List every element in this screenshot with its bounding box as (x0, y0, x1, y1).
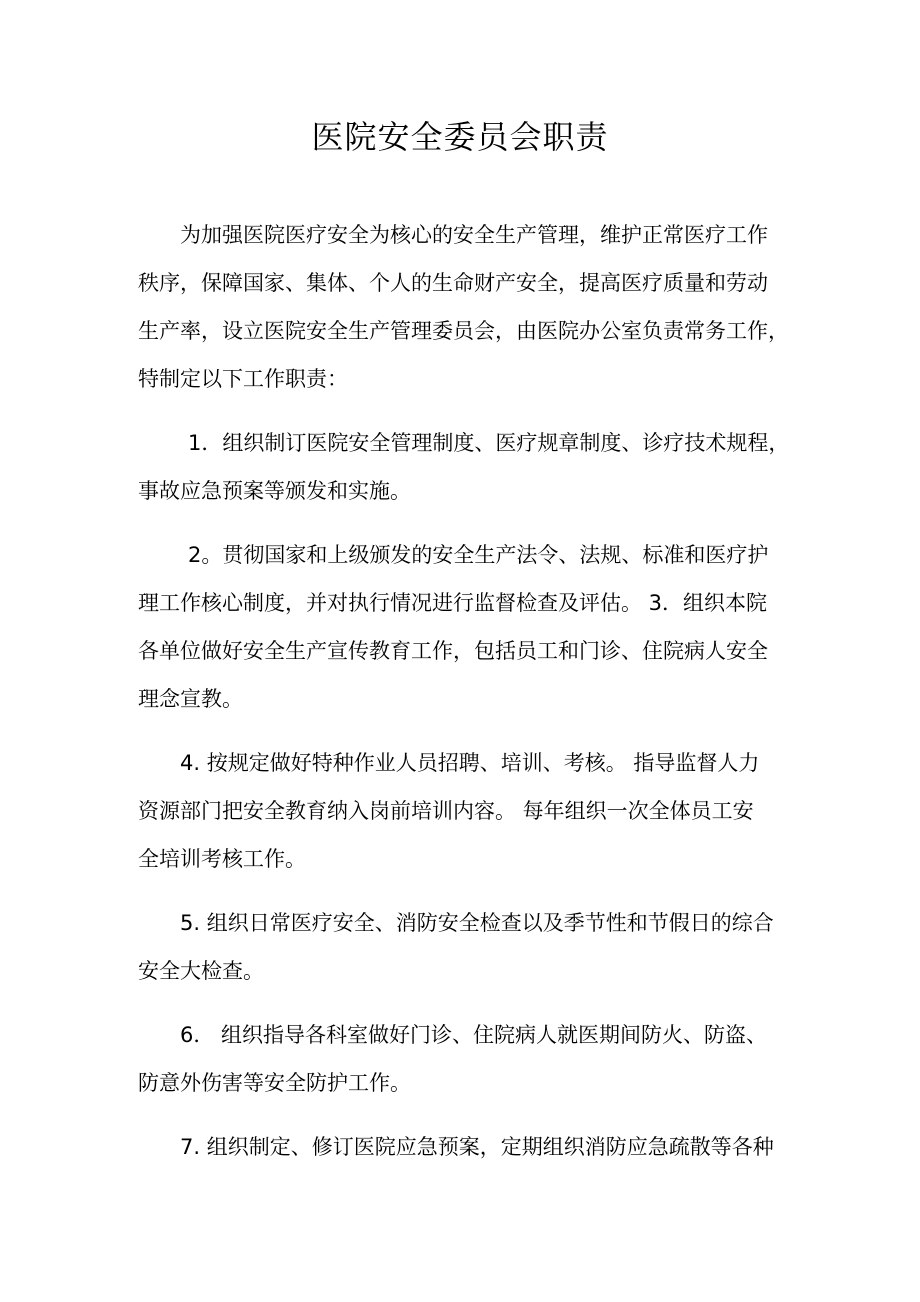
item-5-line-1: 5. 组织日常医疗安全、消防安全检查以及季节性和节假日的综合 (180, 911, 774, 935)
item-1-line-1: 1．组织制订医院安全管理制度、医疗规章制度、诊疗技术规程， (188, 431, 790, 455)
item-7-line-1: 7. 组织制定、修订医院应急预案，定期组织消防应急疏散等各种 (180, 1135, 774, 1159)
item-2-line-4: 理念宣教。 (138, 687, 243, 711)
document-title: 医院安全委员会职责 (311, 118, 609, 156)
intro-line-2: 秩序，保障国家、集体、个人的生命财产安全，提高医疗质量和劳动 (138, 271, 768, 295)
item-2-line-2: 理工作核心制度，并对执行情况进行监督检查及评估。 3．组织本院 (138, 591, 768, 615)
item-2-line-3: 各单位做好安全生产宣传教育工作，包括员工和门诊、住院病人安全 (138, 639, 768, 663)
item-5-line-2: 安全大检查。 (138, 959, 264, 983)
item-4-line-2: 资源部门把安全教育纳入岗前培训内容。 每年组织一次全体员工安 (138, 799, 754, 823)
item-6-line-1: 6． 组织指导各科室做好门诊、住院病人就医期间防火、防盗、 (180, 1023, 768, 1047)
intro-line-3: 生产率，设立医院安全生产管理委员会，由医院办公室负责常务工作， (138, 319, 789, 343)
intro-line-1: 为加强医院医疗安全为核心的安全生产管理，维护正常医疗工作 (180, 223, 768, 247)
intro-line-4: 特制定以下工作职责： (138, 367, 348, 391)
item-1-line-2: 事故应急预案等颁发和实施。 (138, 479, 411, 503)
item-2-line-1: 2。贯彻国家和上级颁发的安全生产法令、法规、标准和医疗护 (188, 543, 769, 567)
item-4-line-1: 4. 按规定做好特种作业人员招聘、培训、考核。 指导监督人力 (180, 751, 760, 775)
item-4-line-3: 全培训考核工作。 (138, 847, 306, 871)
item-6-line-2: 防意外伤害等安全防护工作。 (138, 1071, 411, 1095)
